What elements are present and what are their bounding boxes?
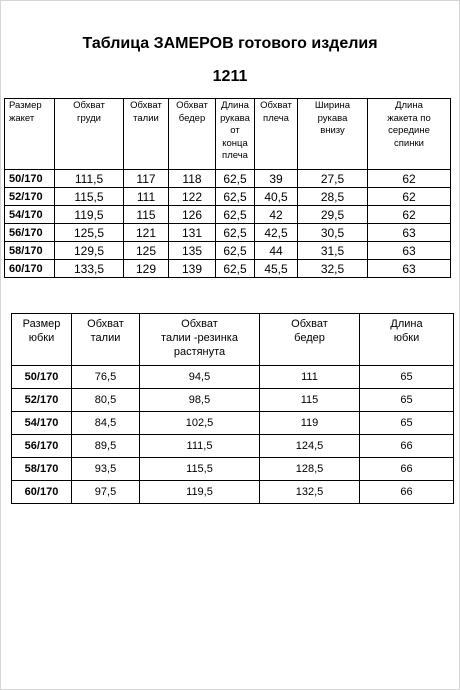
table-cell: 63 <box>368 242 451 260</box>
size-cell: 50/170 <box>5 170 55 188</box>
table-cell: 65 <box>360 389 454 412</box>
table-header-row <box>12 314 454 366</box>
table-row <box>12 481 454 504</box>
header-line: от <box>230 125 240 136</box>
table-cell: 66 <box>360 458 454 481</box>
table-row <box>5 242 451 260</box>
size-cell: 58/170 <box>5 242 55 260</box>
table-cell: 128,5 <box>260 458 360 481</box>
size-cell: 52/170 <box>12 389 72 412</box>
table-cell: 62,5 <box>216 224 255 242</box>
column-header <box>124 99 169 170</box>
table-header-row <box>5 99 451 170</box>
header-line: талии <box>133 112 159 124</box>
table-cell: 66 <box>360 435 454 458</box>
table-cell: 94,5 <box>140 366 260 389</box>
table-cell: 118 <box>169 170 216 188</box>
column-header <box>216 99 255 170</box>
header-line: бедер <box>178 112 206 124</box>
header-line: середине <box>388 125 430 136</box>
header-line: юбки <box>28 332 55 344</box>
table-cell: 29,5 <box>298 206 368 224</box>
table-cell: 111 <box>260 366 360 389</box>
table-cell: 97,5 <box>72 481 140 504</box>
table-cell: 84,5 <box>72 412 140 435</box>
table-cell: 139 <box>169 260 216 278</box>
table-row <box>5 188 451 206</box>
table-row <box>5 224 451 242</box>
table-cell: 62 <box>368 206 451 224</box>
table-cell: 111,5 <box>140 435 260 458</box>
table-cell: 62,5 <box>216 170 255 188</box>
table-cell: 132,5 <box>260 481 360 504</box>
header-line: жакета по <box>387 112 431 124</box>
header-line: Длина <box>395 100 423 111</box>
column-header <box>255 99 298 170</box>
header-line: плеча <box>222 150 248 161</box>
size-cell: 60/170 <box>5 260 55 278</box>
table-cell: 62,5 <box>216 260 255 278</box>
table-cell: 76,5 <box>72 366 140 389</box>
column-header <box>169 99 216 170</box>
header-line: Обхват <box>87 318 124 330</box>
table-cell: 102,5 <box>140 412 260 435</box>
size-cell: 52/170 <box>5 188 55 206</box>
table-cell: 42 <box>255 206 298 224</box>
column-header <box>360 314 454 366</box>
header-line: бедер <box>294 332 325 344</box>
table-cell: 122 <box>169 188 216 206</box>
table-cell: 119,5 <box>55 206 124 224</box>
table-cell: 63 <box>368 260 451 278</box>
size-cell: 58/170 <box>12 458 72 481</box>
table-cell: 27,5 <box>298 170 368 188</box>
header-line: юбки <box>393 332 420 344</box>
header-line: Ширина <box>314 100 351 111</box>
column-header <box>12 314 72 366</box>
document-title: Таблица ЗАМЕРОВ готового изделия <box>82 35 378 52</box>
table-row <box>5 260 451 278</box>
header-line: конца <box>222 137 248 149</box>
column-header <box>368 99 451 170</box>
column-header <box>5 99 55 170</box>
table-cell: 45,5 <box>255 260 298 278</box>
table-cell: 119,5 <box>140 481 260 504</box>
table-cell: 66 <box>360 481 454 504</box>
table-row <box>12 458 454 481</box>
size-cell: 56/170 <box>12 435 72 458</box>
column-header <box>72 314 140 366</box>
table-row <box>12 389 454 412</box>
table-cell: 133,5 <box>55 260 124 278</box>
table-cell: 135 <box>169 242 216 260</box>
table-cell: 80,5 <box>72 389 140 412</box>
size-cell: 50/170 <box>12 366 72 389</box>
skirt-measurements-table <box>11 313 454 504</box>
table-cell: 62,5 <box>216 188 255 206</box>
table-cell: 62 <box>368 188 451 206</box>
table-cell: 63 <box>368 224 451 242</box>
header-line: Обхват <box>291 318 328 330</box>
table-cell: 30,5 <box>298 224 368 242</box>
header-line: талии -резинка <box>161 332 238 344</box>
header-line: Длина <box>221 100 249 111</box>
product-code: 1211 <box>212 68 248 85</box>
header-line: талии <box>90 332 121 344</box>
table-cell: 65 <box>360 412 454 435</box>
table-cell: 89,5 <box>72 435 140 458</box>
table-cell: 129,5 <box>55 242 124 260</box>
header-line: груди <box>77 112 101 124</box>
table-cell: 125,5 <box>55 224 124 242</box>
table-cell: 111 <box>124 188 169 206</box>
table-row <box>12 435 454 458</box>
header-line: внизу <box>320 125 345 136</box>
table-cell: 65 <box>360 366 454 389</box>
header-line: спинки <box>394 137 424 149</box>
size-cell: 54/170 <box>12 412 72 435</box>
header-line: рукава <box>317 112 348 124</box>
size-cell: 60/170 <box>12 481 72 504</box>
table-row <box>5 206 451 224</box>
header-line: Размер <box>22 318 61 330</box>
table-cell: 117 <box>124 170 169 188</box>
size-cell: 56/170 <box>5 224 55 242</box>
table-cell: 121 <box>124 224 169 242</box>
table-cell: 40,5 <box>255 188 298 206</box>
table-cell: 28,5 <box>298 188 368 206</box>
table-row <box>12 412 454 435</box>
table-cell: 129 <box>124 260 169 278</box>
table-cell: 42,5 <box>255 224 298 242</box>
header-line: Обхват <box>176 100 208 111</box>
table-cell: 126 <box>169 206 216 224</box>
table-cell: 62,5 <box>216 242 255 260</box>
table-cell: 115 <box>124 206 169 224</box>
table-row <box>5 170 451 188</box>
table-cell: 93,5 <box>72 458 140 481</box>
header-line: Длина <box>390 318 423 330</box>
header-line: плеча <box>263 112 289 124</box>
table-cell: 115,5 <box>55 188 124 206</box>
header-line: растянута <box>173 346 226 358</box>
column-header <box>55 99 124 170</box>
table-row <box>12 366 454 389</box>
column-header <box>140 314 260 366</box>
header-line: рукава <box>220 112 250 124</box>
table-cell: 44 <box>255 242 298 260</box>
header-line: Обхват <box>73 100 105 111</box>
table-cell: 115,5 <box>140 458 260 481</box>
header-line: Обхват <box>181 318 218 330</box>
table-cell: 115 <box>260 389 360 412</box>
table-cell: 39 <box>255 170 298 188</box>
header-line: жакет <box>9 112 35 124</box>
header-line: Размер <box>9 100 42 111</box>
header-line: Обхват <box>260 100 292 111</box>
header-line: Обхват <box>130 100 162 111</box>
jacket-measurements-table <box>4 98 451 278</box>
table-cell: 31,5 <box>298 242 368 260</box>
table-cell: 124,5 <box>260 435 360 458</box>
table-cell: 62,5 <box>216 206 255 224</box>
size-cell: 54/170 <box>5 206 55 224</box>
table-cell: 119 <box>260 412 360 435</box>
column-header <box>260 314 360 366</box>
table-cell: 125 <box>124 242 169 260</box>
column-header <box>298 99 368 170</box>
table-cell: 62 <box>368 170 451 188</box>
table-cell: 131 <box>169 224 216 242</box>
table-cell: 98,5 <box>140 389 260 412</box>
table-cell: 32,5 <box>298 260 368 278</box>
table-cell: 111,5 <box>55 170 124 188</box>
